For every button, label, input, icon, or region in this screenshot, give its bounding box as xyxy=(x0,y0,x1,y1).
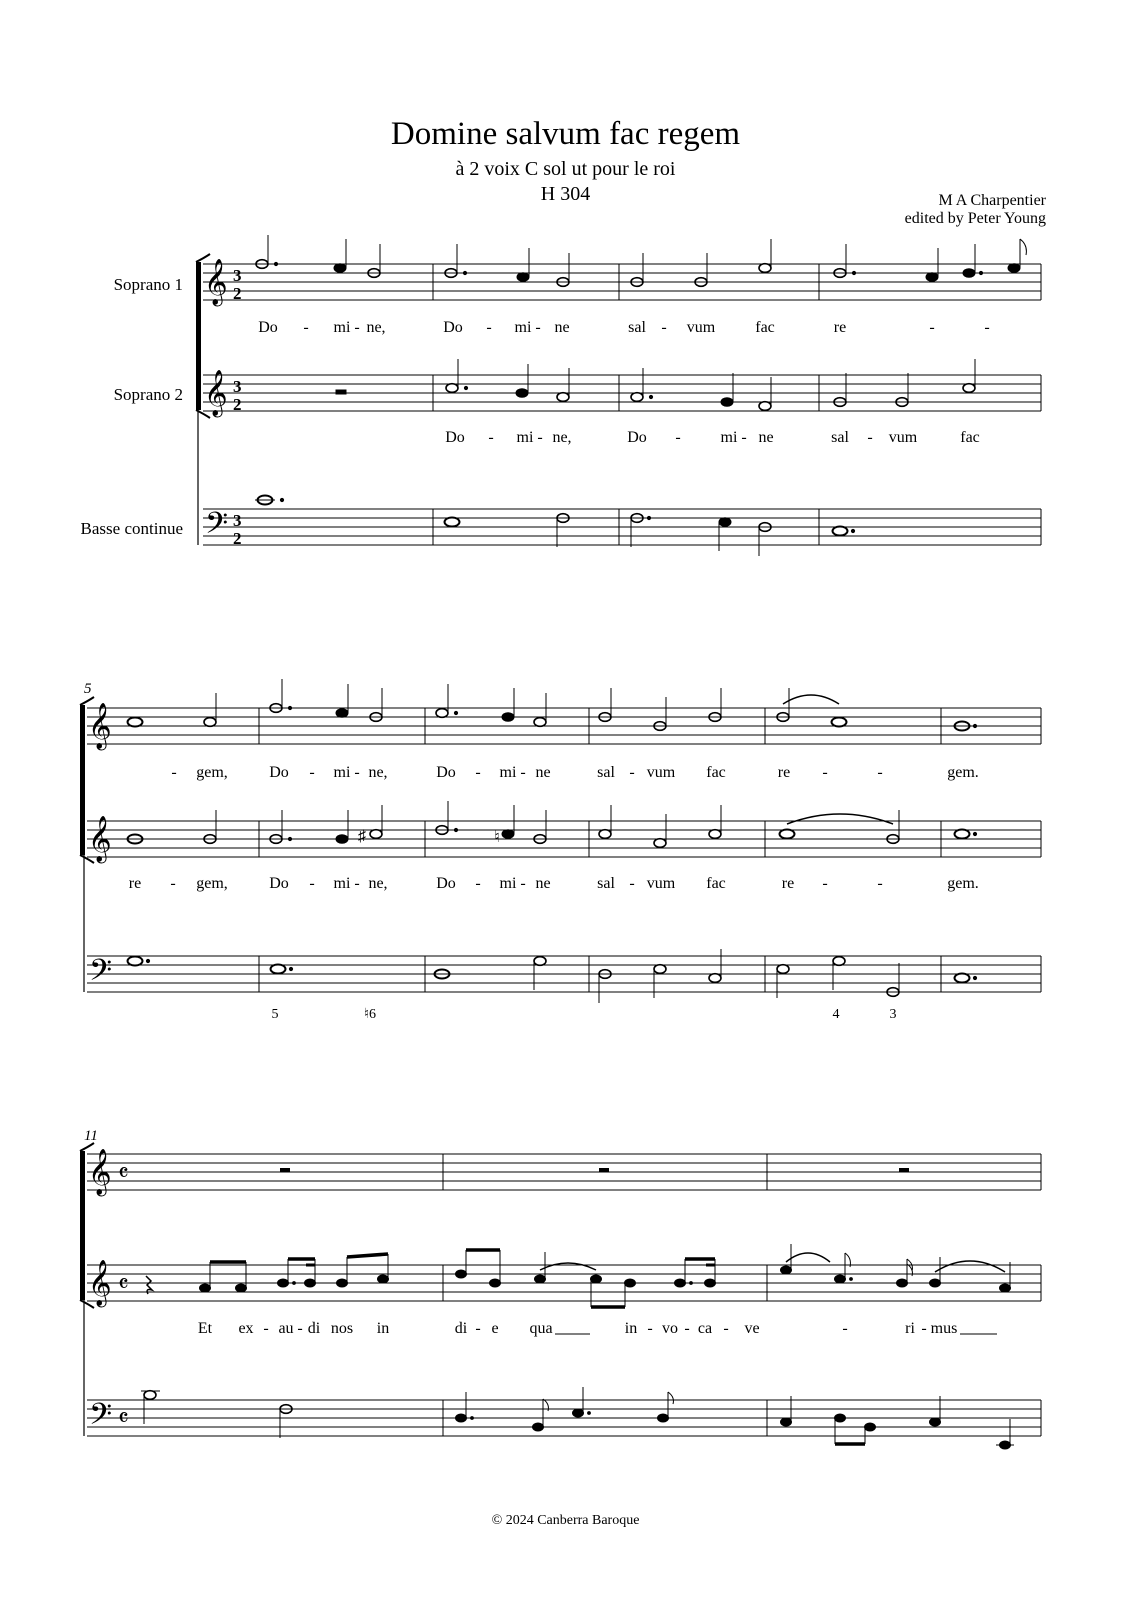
svg-text:-: - xyxy=(661,319,667,336)
svg-text:-: - xyxy=(475,764,481,781)
svg-text:-: - xyxy=(741,429,747,446)
rest xyxy=(336,390,346,394)
svg-text:gem,: gem, xyxy=(196,875,228,892)
svg-text:Do: Do xyxy=(627,429,647,446)
svg-text:-: - xyxy=(354,319,360,336)
svg-text:ne,: ne, xyxy=(552,429,572,446)
svg-text:-: - xyxy=(629,764,635,781)
svg-text:e: e xyxy=(491,1320,499,1337)
svg-text:Do: Do xyxy=(436,875,456,892)
system-1 xyxy=(81,235,1041,556)
svg-text:-: - xyxy=(629,875,635,892)
notes-basse-continue xyxy=(128,949,977,1003)
svg-text:-: - xyxy=(354,875,360,892)
svg-text:ne: ne xyxy=(758,429,774,446)
svg-text:fac: fac xyxy=(960,429,980,446)
staff-basse-continue xyxy=(203,509,1041,545)
notes-basse-continue xyxy=(255,496,855,557)
staff-soprano-1 xyxy=(87,708,1041,744)
svg-text:𝄴: 𝄴 xyxy=(118,1272,129,1298)
sharp-icon: ♯ xyxy=(358,828,366,845)
svg-text:re: re xyxy=(781,875,795,892)
svg-text:-: - xyxy=(309,875,315,892)
svg-text:-: - xyxy=(675,429,681,446)
svg-text:vum: vum xyxy=(686,319,716,336)
svg-text:gem.: gem. xyxy=(947,764,979,781)
choir-bracket xyxy=(80,705,85,855)
staff-basse-continue xyxy=(87,1400,1041,1436)
svg-text:-: - xyxy=(535,319,541,336)
svg-text:𝄴: 𝄴 xyxy=(118,1161,129,1187)
svg-text:-: - xyxy=(822,764,828,781)
svg-text:-: - xyxy=(723,1320,729,1337)
svg-text:3: 3 xyxy=(889,1007,897,1022)
svg-text:-: - xyxy=(488,429,494,446)
svg-text:gem.: gem. xyxy=(947,875,979,892)
staff-soprano-2 xyxy=(203,375,1041,411)
notes-soprano-2 xyxy=(146,1244,1011,1307)
svg-text:sal: sal xyxy=(597,875,615,892)
svg-text:in: in xyxy=(376,1320,390,1337)
lyrics-soprano-2 xyxy=(445,429,980,446)
svg-text:sal: sal xyxy=(597,764,615,781)
treble-clef-icon: 𝄞 xyxy=(204,259,228,304)
svg-text:3: 3 xyxy=(233,377,242,396)
svg-text:in: in xyxy=(624,1320,638,1337)
svg-text:-: - xyxy=(170,875,176,892)
bass-clef-icon: 𝄢 xyxy=(89,954,113,994)
rests-soprano-1 xyxy=(280,1168,909,1172)
notes-soprano-1 xyxy=(256,235,1026,286)
svg-text:fac: fac xyxy=(706,875,726,892)
notes-soprano-1 xyxy=(128,679,977,731)
subtitle: à 2 voix C sol ut pour le roi xyxy=(455,158,676,180)
svg-text:mi: mi xyxy=(333,875,351,892)
svg-text:-: - xyxy=(297,1320,303,1337)
svg-text:ve: ve xyxy=(744,1320,760,1337)
svg-text:ne: ne xyxy=(554,319,570,336)
svg-text:-: - xyxy=(921,1320,927,1337)
svg-text:sal: sal xyxy=(628,319,646,336)
svg-text:Do: Do xyxy=(258,319,278,336)
svg-text:-: - xyxy=(647,1320,653,1337)
lyrics-soprano-1 xyxy=(171,764,978,781)
svg-text:ex: ex xyxy=(238,1320,254,1337)
catalog-number: H 304 xyxy=(540,183,591,205)
svg-text:mi: mi xyxy=(516,429,534,446)
treble-clef-icon: 𝄞 xyxy=(88,703,112,748)
lyrics-soprano-1 xyxy=(258,319,989,336)
svg-text:4: 4 xyxy=(832,1007,840,1022)
svg-text:3: 3 xyxy=(233,266,242,285)
svg-text:-: - xyxy=(867,429,873,446)
svg-text:mus: mus xyxy=(930,1320,958,1337)
svg-text:Do: Do xyxy=(269,764,289,781)
treble-clef-icon: 𝄞 xyxy=(88,1149,112,1194)
svg-text:Do: Do xyxy=(269,875,289,892)
svg-text:-: - xyxy=(475,875,481,892)
svg-text:ne: ne xyxy=(535,764,551,781)
svg-text:2: 2 xyxy=(233,284,242,303)
quarter-rest xyxy=(146,1276,152,1294)
svg-text:fac: fac xyxy=(755,319,775,336)
natural-icon: ♮ xyxy=(494,829,500,846)
svg-text:Do: Do xyxy=(445,429,465,446)
treble-clef-icon: 𝄞 xyxy=(204,370,228,415)
svg-text:-: - xyxy=(984,319,990,336)
svg-text:3: 3 xyxy=(233,511,242,530)
svg-text:mi: mi xyxy=(499,875,517,892)
svg-text:2: 2 xyxy=(233,395,242,414)
svg-text:Do: Do xyxy=(436,764,456,781)
svg-text:-: - xyxy=(309,764,315,781)
svg-text:ne,: ne, xyxy=(368,764,388,781)
time-signature-3-2 xyxy=(233,266,242,548)
svg-text:fac: fac xyxy=(706,764,726,781)
svg-text:re: re xyxy=(128,875,142,892)
svg-text:-: - xyxy=(303,319,309,336)
staff-soprano-1 xyxy=(87,1154,1041,1190)
lyrics-soprano-2 xyxy=(129,875,979,892)
staff-soprano-1 xyxy=(203,264,1041,300)
svg-text:-: - xyxy=(520,875,526,892)
svg-text:di: di xyxy=(307,1320,321,1337)
svg-text:au: au xyxy=(278,1320,294,1337)
svg-text:5: 5 xyxy=(271,1007,279,1022)
svg-text:-: - xyxy=(520,764,526,781)
notes-soprano-2 xyxy=(128,801,977,847)
measure-number: 5 xyxy=(84,681,92,697)
svg-text:-: - xyxy=(877,875,883,892)
svg-text:-: - xyxy=(486,319,492,336)
svg-text:mi: mi xyxy=(514,319,532,336)
copyright: © 2024 Canberra Baroque xyxy=(491,1513,640,1528)
svg-text:♮6: ♮6 xyxy=(363,1007,377,1022)
staff-basse-continue xyxy=(87,956,1041,992)
svg-text:-: - xyxy=(842,1320,848,1337)
tie xyxy=(783,695,839,704)
svg-text:sal: sal xyxy=(831,429,849,446)
choir-bracket xyxy=(80,1151,85,1300)
svg-text:-: - xyxy=(822,875,828,892)
svg-text:vum: vum xyxy=(646,764,676,781)
composer: M A Charpentier xyxy=(938,192,1046,209)
part-name-basse-continue: Basse continue xyxy=(80,519,183,538)
editor: edited by Peter Young xyxy=(904,210,1046,227)
svg-text:mi: mi xyxy=(499,764,517,781)
tie xyxy=(787,814,893,824)
svg-text:-: - xyxy=(171,764,177,781)
svg-text:Et: Et xyxy=(197,1320,213,1337)
svg-text:mi: mi xyxy=(333,764,351,781)
svg-text:ne,: ne, xyxy=(366,319,386,336)
choir-bracket xyxy=(196,262,201,410)
treble-clef-icon: 𝄞 xyxy=(88,1260,112,1305)
svg-text:ne: ne xyxy=(535,875,551,892)
bass-clef-icon: 𝄢 xyxy=(89,1398,113,1438)
svg-text:-: - xyxy=(537,429,543,446)
figured-bass xyxy=(272,1007,897,1022)
svg-text:vum: vum xyxy=(888,429,918,446)
measure-number: 11 xyxy=(84,1128,98,1144)
part-name-soprano-1: Soprano 1 xyxy=(113,275,183,294)
svg-text:re: re xyxy=(833,319,847,336)
system-3 xyxy=(80,1128,1041,1449)
bass-clef-icon: 𝄢 xyxy=(205,507,229,547)
svg-text:ne,: ne, xyxy=(368,875,388,892)
treble-clef-icon: 𝄞 xyxy=(88,816,112,861)
system-2 xyxy=(80,679,1041,1022)
svg-text:di: di xyxy=(454,1320,468,1337)
svg-text:𝄴: 𝄴 xyxy=(118,1406,129,1432)
part-name-soprano-2: Soprano 2 xyxy=(113,385,183,404)
svg-text:vum: vum xyxy=(646,875,676,892)
svg-text:re: re xyxy=(777,764,791,781)
svg-text:gem,: gem, xyxy=(196,764,228,781)
time-signature-common xyxy=(118,1161,129,1432)
slur xyxy=(540,1263,596,1270)
svg-text:mi: mi xyxy=(720,429,738,446)
staff-soprano-2 xyxy=(87,821,1041,857)
svg-text:-: - xyxy=(684,1320,690,1337)
svg-text:-: - xyxy=(475,1320,481,1337)
svg-text:2: 2 xyxy=(233,529,242,548)
slur xyxy=(935,1261,1005,1272)
slur xyxy=(786,1253,830,1262)
svg-text:-: - xyxy=(929,319,935,336)
svg-text:-: - xyxy=(877,764,883,781)
svg-text:ca: ca xyxy=(697,1320,713,1337)
svg-text:vo: vo xyxy=(662,1320,678,1337)
svg-text:nos: nos xyxy=(330,1320,354,1337)
svg-text:-: - xyxy=(263,1320,269,1337)
svg-text:mi: mi xyxy=(333,319,351,336)
svg-text:qua: qua xyxy=(529,1320,553,1337)
notes-soprano-2 xyxy=(336,359,975,410)
page-title: Domine salvum fac regem xyxy=(390,116,741,152)
svg-text:-: - xyxy=(354,764,360,781)
svg-text:Do: Do xyxy=(443,319,463,336)
svg-text:ri: ri xyxy=(905,1320,915,1337)
